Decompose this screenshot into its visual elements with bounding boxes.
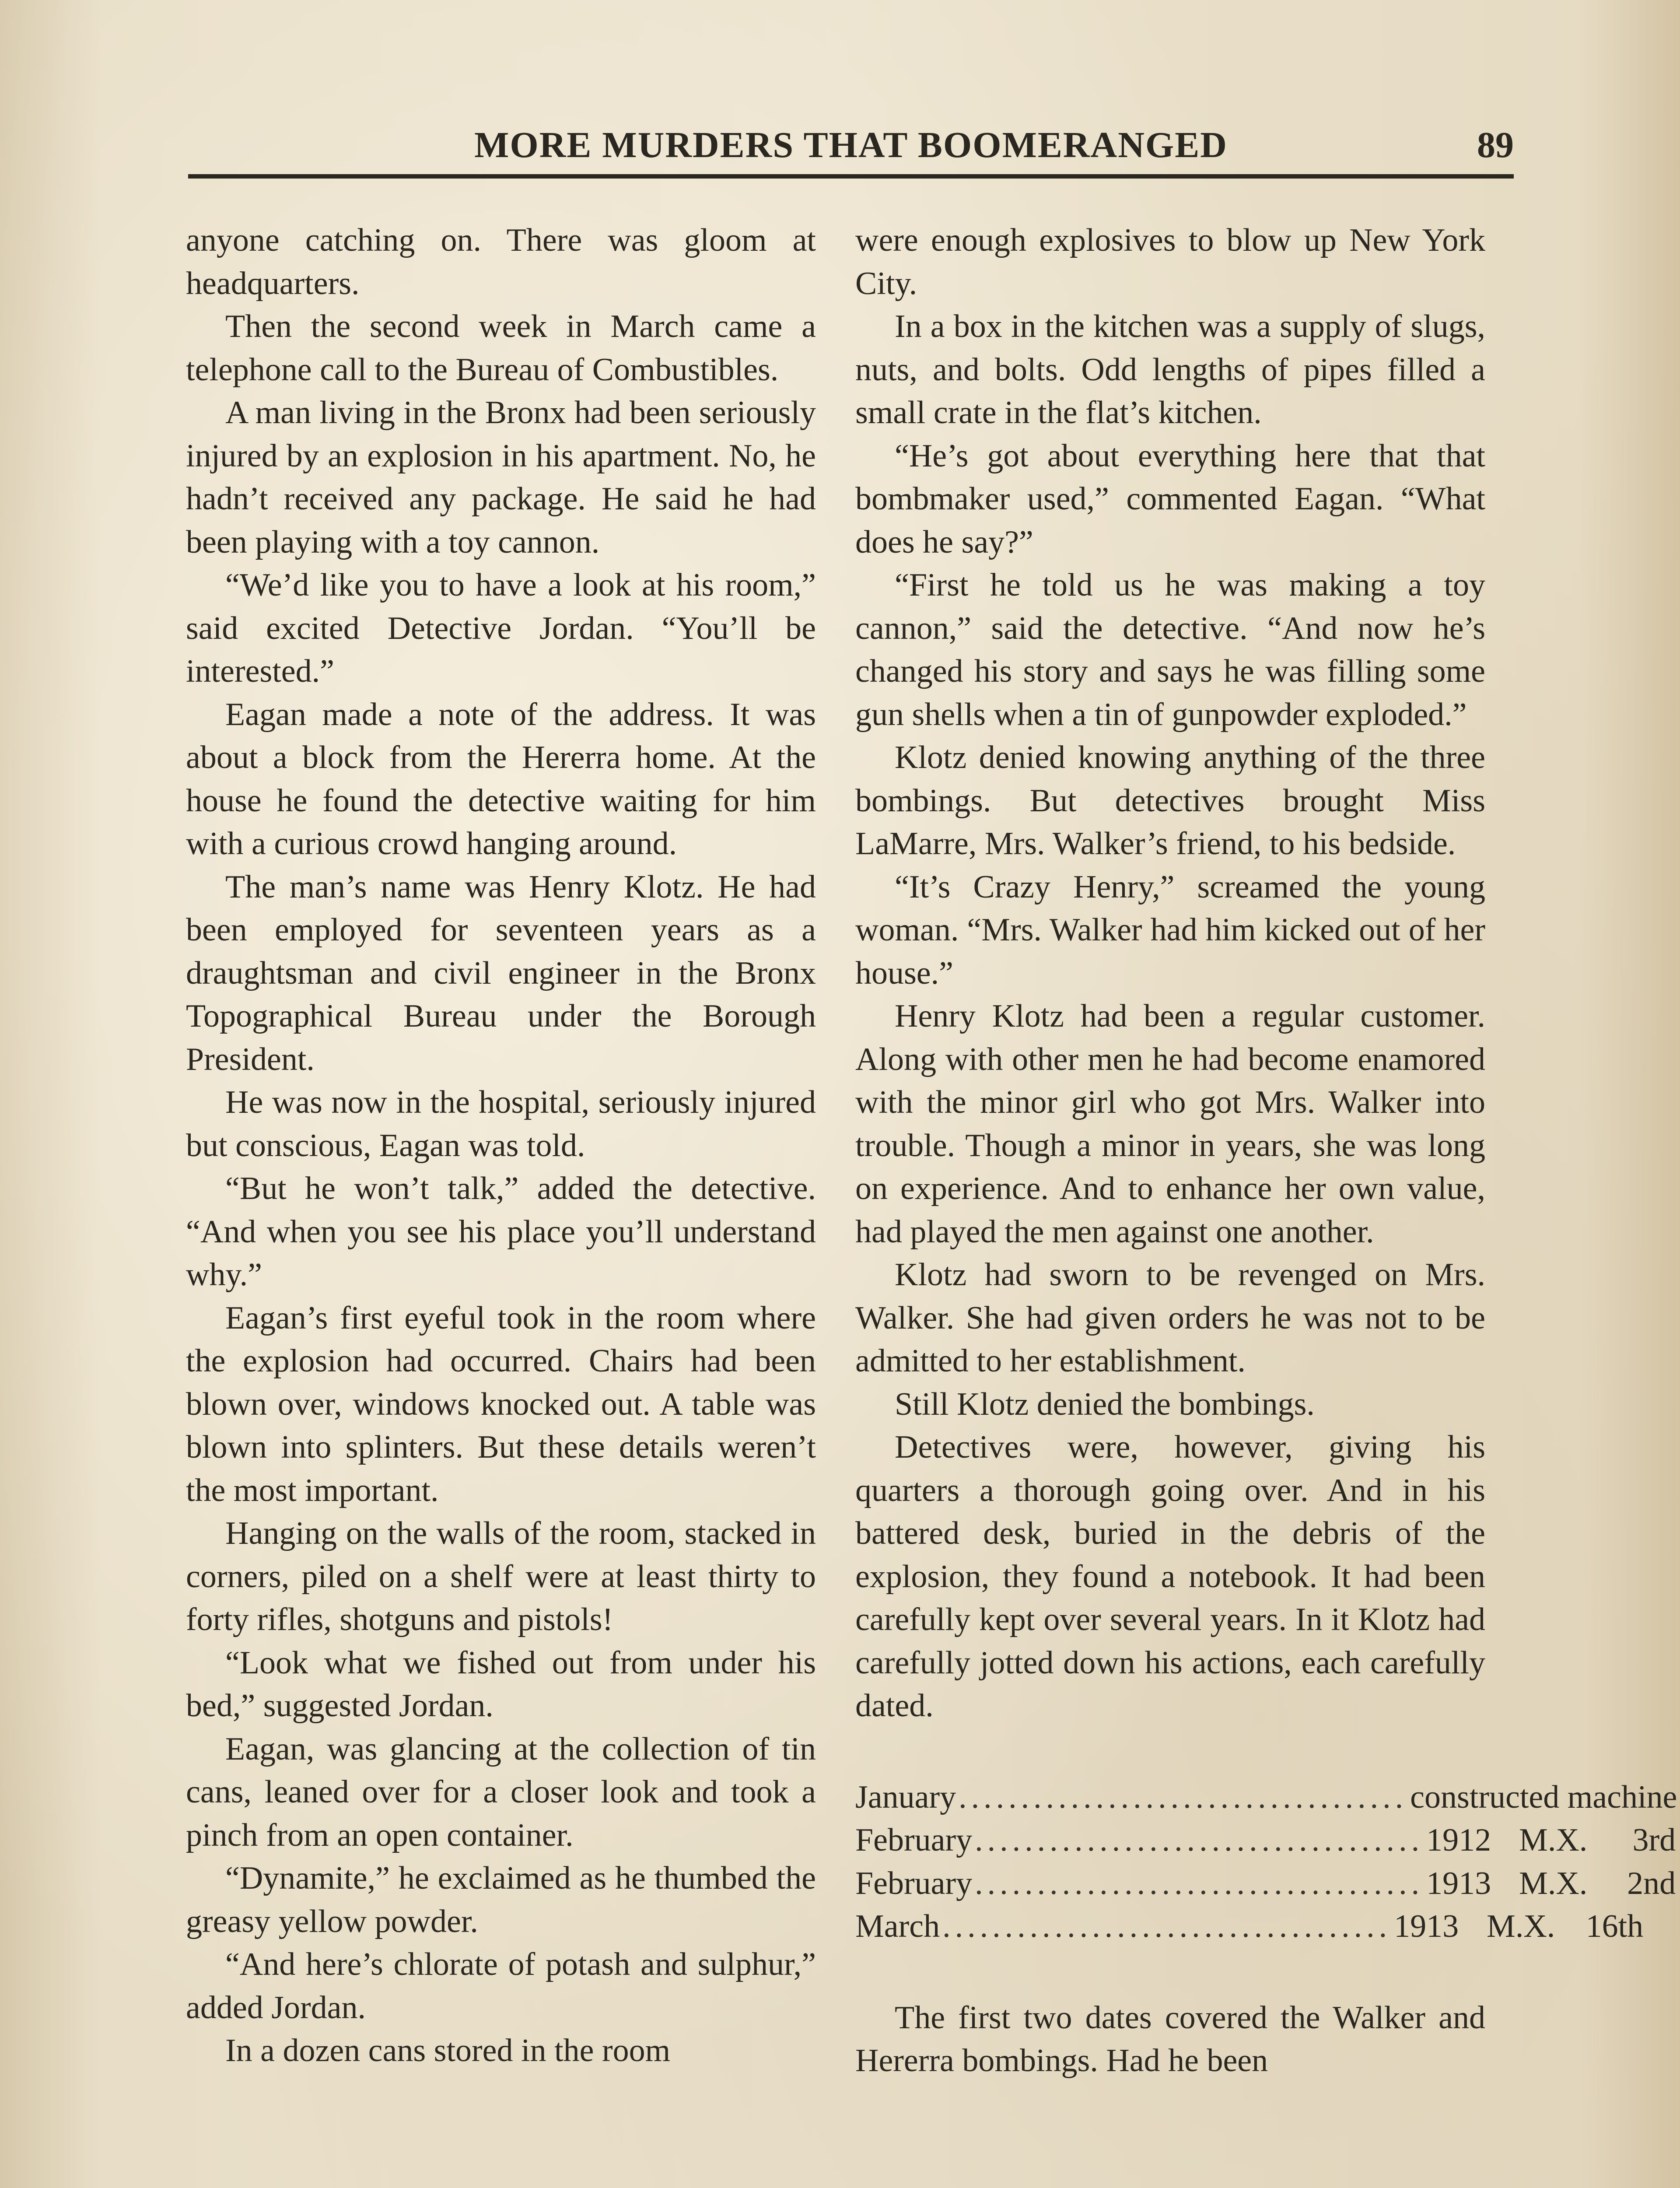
log-month: February bbox=[855, 1865, 973, 1901]
paragraph: “We’d like you to have a look at his room,” said excited Detective Jordan. “You’ll be interested.” bbox=[186, 567, 816, 689]
log-ordinal: 3rd bbox=[1632, 1822, 1676, 1858]
log-year: 1913 bbox=[1426, 1865, 1491, 1901]
log-row bbox=[855, 1776, 1677, 1819]
log-row bbox=[855, 1862, 1676, 1905]
right-column bbox=[855, 219, 1677, 2083]
paragraph: “Dynamite,” he exclaimed as he thumbed the greasy yellow powder. bbox=[186, 1860, 816, 1939]
log-month: January bbox=[855, 1779, 956, 1815]
log-ordinal: 2nd bbox=[1627, 1865, 1676, 1901]
paragraph: Eagan made a note of the address. It was about a block from the Hererra home. At the house he found the detective waiting for him with a curious crowd hanging around. bbox=[186, 696, 816, 862]
paragraph: He was now in the hospital, seriously injured but conscious, Eagan was told. bbox=[186, 1084, 816, 1164]
paragraph: In a box in the kitchen was a supply of slugs, nuts, and bolts. Odd lengths of pipes filled a small crate in the flat’s kitchen. bbox=[855, 309, 1485, 431]
paragraph: “He’s got about everything here that that bombmaker used,” commented Eagan. “What does he say?” bbox=[855, 438, 1485, 560]
paragraph: “Look what we fished out from under his bed,” suggested Jordan. bbox=[186, 1645, 816, 1724]
running-title: MORE MURDERS THAT BOOMERANGED bbox=[474, 125, 1228, 165]
log-ordinal: 16th bbox=[1586, 1908, 1644, 1944]
paragraph: Eagan, was glancing at the collection of tin cans, leaned over for a closer look and took a pinch from an open container. bbox=[186, 1731, 816, 1853]
paragraph: “It’s Crazy Henry,” screamed the young woman. “Mrs. Walker had him kicked out of her house.” bbox=[855, 869, 1485, 991]
paragraph: Hanging on the walls of the room, stacked in corners, piled on a shelf were at least thirty to forty rifles, shotguns and pistols! bbox=[186, 1515, 816, 1637]
log-month: February bbox=[855, 1822, 973, 1858]
paragraph: Eagan’s first eyeful took in the room where the explosion had occurred. Chairs had been blown over, windows knocked out. A table was blown into splinters. But these details weren’t the most important. bbox=[186, 1300, 816, 1508]
running-header bbox=[188, 119, 1514, 172]
log-year: 1913 bbox=[1394, 1908, 1459, 1944]
paragraph: were enough explosives to blow up New York City. bbox=[855, 222, 1485, 302]
paragraph: Klotz denied knowing anything of the three bombings. But detectives brought Miss LaMarre, Mrs. Walker’s friend, to his bedside. bbox=[855, 740, 1485, 862]
log-row bbox=[855, 1905, 1644, 1948]
paragraph: “And here’s chlorate of potash and sulphur,” added Jordan. bbox=[186, 1946, 816, 2026]
log-month: March bbox=[855, 1908, 940, 1944]
paragraph: Henry Klotz had been a regular customer. Along with other men he had become enamored with the minor girl who got Mrs. Walker into trouble. Though a minor in years, she was long on experience. And to enhance her own value, had played the men against one another. bbox=[855, 998, 1485, 1250]
log-year: 1912 bbox=[1426, 1822, 1491, 1858]
leader-dots: .................................... bbox=[975, 1822, 1424, 1858]
leader-dots: .................................... bbox=[975, 1865, 1424, 1901]
log-mx: M.X. bbox=[1519, 1865, 1588, 1901]
notebook-log bbox=[855, 1776, 1677, 1948]
header-rule bbox=[188, 174, 1514, 179]
paragraph: The man’s name was Henry Klotz. He had been employed for seventeen years as a draughtsman and civil engineer in the Bronx Topographical Bureau under the Borough President. bbox=[186, 869, 816, 1077]
log-mx: M.X. bbox=[1487, 1908, 1555, 1944]
leader-dots: .................................... bbox=[959, 1779, 1408, 1815]
paragraph: Klotz had sworn to be revenged on Mrs. Walker. She had given orders he was not to be admitted to her establishment. bbox=[855, 1257, 1485, 1379]
log-action: constructed machine bbox=[1410, 1779, 1677, 1815]
log-mx: M.X. bbox=[1519, 1822, 1588, 1858]
paragraph: Detectives were, however, giving his quarters a thorough going over. And in his battered desk, buried in the debris of the explosion, they found a notebook. It had been carefully kept over several years. In it Klotz had carefully jotted down his actions, each carefully dated. bbox=[855, 1429, 1485, 1724]
paragraph: anyone catching on. There was gloom at headquarters. bbox=[186, 222, 816, 302]
paragraph: “But he won’t talk,” added the detective. “And when you see his place you’ll understand why.” bbox=[186, 1171, 816, 1293]
paragraph: Then the second week in March came a telephone call to the Bureau of Combustibles. bbox=[186, 309, 816, 388]
log-row bbox=[855, 1819, 1676, 1862]
leader-dots: .................................... bbox=[942, 1908, 1392, 1944]
paragraph: A man living in the Bronx had been seriously injured by an explosion in his apartment. No, he hadn’t received any package. He said he had been playing with a toy cannon. bbox=[186, 395, 816, 560]
left-column bbox=[186, 219, 816, 2072]
paragraph: In a dozen cans stored in the room bbox=[225, 2033, 671, 2069]
paragraph: Still Klotz denied the bombings. bbox=[895, 1386, 1315, 1422]
page-number: 89 bbox=[1477, 125, 1514, 165]
paragraph: “First he told us he was making a toy cannon,” said the detective. “And now he’s changed his story and says he was filling some gun shells when a tin of gunpowder exploded.” bbox=[855, 567, 1485, 733]
paragraph: The first two dates covered the Walker and Hererra bombings. Had he been bbox=[855, 1999, 1485, 2079]
